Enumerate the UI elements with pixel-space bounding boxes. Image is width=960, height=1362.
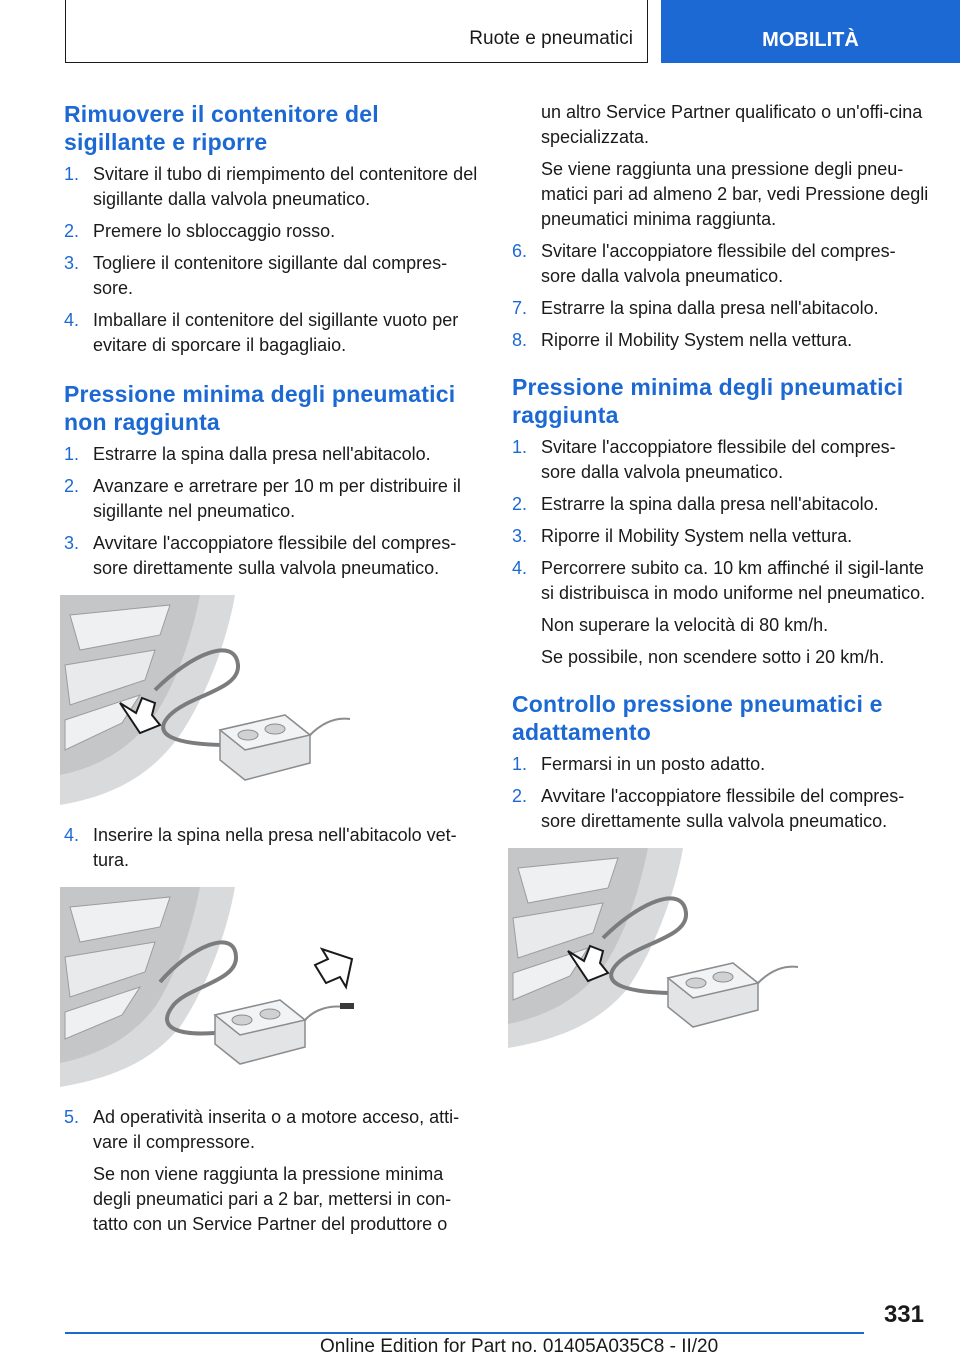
step-text: Svitare l'accoppiatore flessibile del compres-sore dalla valvola pneumatico. xyxy=(541,437,896,482)
section-pressure-reached xyxy=(512,373,930,670)
list-item xyxy=(64,219,482,244)
step-list xyxy=(64,162,482,358)
step-text: Estrarre la spina dalla presa nell'abitacolo. xyxy=(541,494,879,514)
step-number: 2. xyxy=(64,476,80,496)
step-text: Avvitare l'accoppiatore flessibile del compres-sore direttamente sulla valvola pneumatico. xyxy=(541,786,905,831)
step-text: Ad operatività inserita o a motore acceso, atti-vare il compressore. xyxy=(93,1107,460,1152)
step-text: Svitare l'accoppiatore flessibile del compres-sore dalla valvola pneumatico. xyxy=(541,241,896,286)
header-chapter-tab: MOBILITÀ xyxy=(661,0,960,63)
step-number: 7. xyxy=(512,298,528,318)
right-column xyxy=(512,100,930,1066)
step-list xyxy=(512,752,930,834)
step-text: Riporre il Mobility System nella vettura. xyxy=(541,526,853,546)
header-section-box xyxy=(65,0,648,63)
list-item xyxy=(512,784,930,834)
list-item xyxy=(512,239,930,289)
step-text: Inserire la spina nella presa nell'abitacolo vet-tura. xyxy=(93,825,457,870)
list-item xyxy=(64,162,482,212)
section-heading: Controllo pressione pneumatici e adattamento xyxy=(512,691,883,745)
section-pressure-check xyxy=(512,690,930,1048)
section-heading: Pressione minima degli pneumatici non raggiunta xyxy=(64,381,456,435)
step-list xyxy=(64,442,482,581)
step-number: 8. xyxy=(512,330,528,350)
step-list xyxy=(512,239,930,353)
continuation-text: un altro Service Partner qualificato o un'offi-cina specializzata. xyxy=(541,102,923,147)
step-list xyxy=(64,823,482,873)
list-item xyxy=(64,251,482,301)
step-text: Estrarre la spina dalla presa nell'abitacolo. xyxy=(93,444,431,464)
list-item xyxy=(64,308,482,358)
list-item xyxy=(64,823,482,873)
list-item xyxy=(64,531,482,581)
list-item xyxy=(512,524,930,549)
step-number: 3. xyxy=(512,526,528,546)
step-number: 2. xyxy=(64,221,80,241)
footer-divider xyxy=(65,1332,864,1334)
compressor-valve-illustration xyxy=(60,595,360,805)
list-item xyxy=(512,296,930,321)
continuation-text: Se viene raggiunta una pressione degli pneu-matici pari ad almeno 2 bar, vedi Pressione degli pneumatici minima raggiunta. xyxy=(541,159,929,229)
step-list xyxy=(64,1105,482,1237)
step-list xyxy=(512,435,930,670)
step-text: Estrarre la spina dalla presa nell'abitacolo. xyxy=(541,298,879,318)
step-number: 3. xyxy=(64,253,80,273)
left-column xyxy=(64,100,482,1244)
step-text: Avvitare l'accoppiatore flessibile del compres-sore direttamente sulla valvola pneumatico. xyxy=(93,533,457,578)
step-number: 2. xyxy=(512,786,528,806)
list-item xyxy=(512,556,930,670)
step-number: 6. xyxy=(512,241,528,261)
step-text: Svitare il tubo di riempimento del contenitore del sigillante dalla valvola pneumatico. xyxy=(93,164,478,209)
step-text: Avanzare e arretrare per 10 m per distribuire il sigillante nel pneumatico. xyxy=(93,476,461,521)
step-note: Se non viene raggiunta la pressione minima degli pneumatici pari a 2 bar, mettersi in con-tatto con un Service Partner del produttore o xyxy=(93,1164,452,1234)
page-number: 331 xyxy=(883,1301,924,1328)
step-note: Se possibile, non scendere sotto i 20 km/h. xyxy=(541,647,885,667)
step-text: Imballare il contenitore del sigillante vuoto per evitare di sporcare il bagagliaio. xyxy=(93,310,459,355)
compressor-plug-illustration xyxy=(60,887,360,1087)
step-number: 2. xyxy=(512,494,528,514)
list-item xyxy=(512,328,930,353)
compressor-valve-illustration xyxy=(508,848,808,1048)
step-number: 4. xyxy=(64,825,80,845)
section-remove-sealant xyxy=(64,100,482,358)
step-number: 1. xyxy=(512,754,528,774)
step-number: 1. xyxy=(64,164,80,184)
step-text: Premere lo sbloccaggio rosso. xyxy=(93,221,336,241)
step-text: Togliere il contenitore sigillante dal compres-sore. xyxy=(93,253,448,298)
section-heading: Pressione minima degli pneumatici raggiunta xyxy=(512,374,904,428)
list-item xyxy=(64,442,482,467)
step-text: Fermarsi in un posto adatto. xyxy=(541,754,766,774)
section-heading: Rimuovere il contenitore del sigillante e riporre xyxy=(64,101,379,155)
step-number: 4. xyxy=(512,558,528,578)
step-number: 3. xyxy=(64,533,80,553)
list-item xyxy=(512,435,930,485)
list-item xyxy=(512,752,930,777)
list-item xyxy=(512,492,930,517)
footer-edition: Online Edition for Part no. 01405A035C8 - II/20 xyxy=(320,1336,719,1357)
header-section-title: Ruote e pneumatici xyxy=(469,28,633,49)
step-continuation xyxy=(512,100,930,232)
list-item xyxy=(64,474,482,524)
step-number: 1. xyxy=(64,444,80,464)
list-item xyxy=(64,1105,482,1237)
step-number: 4. xyxy=(64,310,80,330)
step-number: 5. xyxy=(64,1107,80,1127)
section-pressure-not-reached xyxy=(64,380,482,1237)
step-number: 1. xyxy=(512,437,528,457)
step-text: Percorrere subito ca. 10 km affinché il sigil-lante si distribuisca in modo uniforme nel pneumatico. xyxy=(541,558,926,603)
step-text: Riporre il Mobility System nella vettura. xyxy=(541,330,853,350)
step-note: Non superare la velocità di 80 km/h. xyxy=(541,615,829,635)
